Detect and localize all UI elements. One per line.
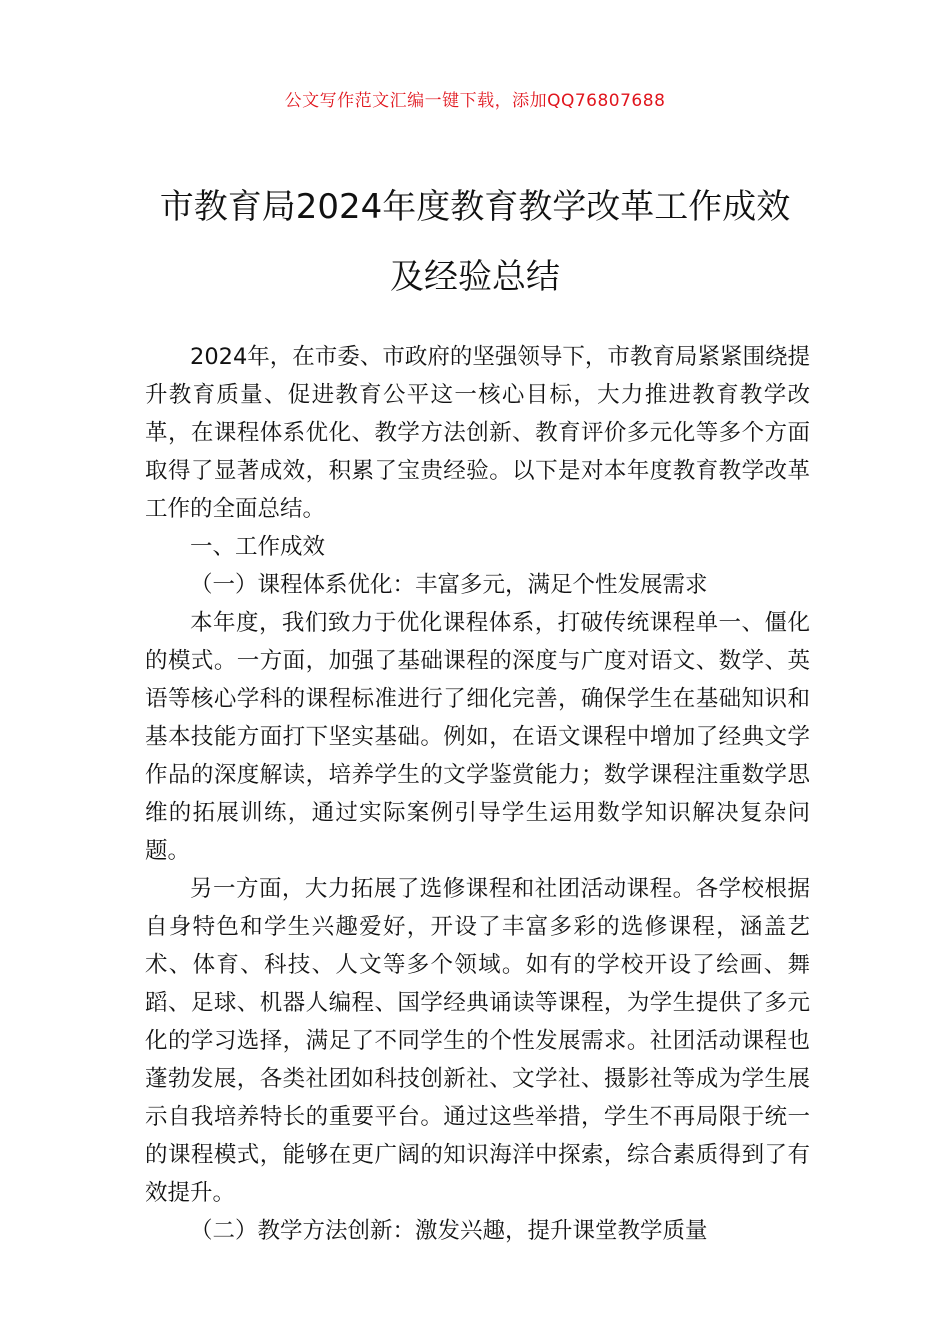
- document-body: [145, 338, 810, 1250]
- download-notice: 公文写作范文汇编一键下载，添加QQ76807688: [284, 91, 666, 111]
- title-line-2: 及经验总结: [390, 257, 560, 297]
- intro-paragraph: 2024年，在市委、市政府的坚强领导下，市教育局紧紧围绕提升教育质量、促进教育公平这一核心目标，大力推进教育教学改革，在课程体系优化、教学方法创新、教育评价多元化等多个方面取得了显著成效，积累了宝贵经验。以下是对本年度教育教学改革工作的全面总结。: [145, 344, 810, 522]
- section-heading: 一、工作成效: [190, 534, 326, 560]
- subsection-heading: （一）课程体系优化：丰富多元，满足个性发展需求: [190, 572, 708, 598]
- subsection-heading: （二）教学方法创新：激发兴趣，提升课堂教学质量: [190, 1218, 708, 1244]
- title-line-1: 市教育局2024年度教育教学改革工作成效: [159, 187, 791, 227]
- body-paragraph: 另一方面，大力拓展了选修课程和社团活动课程。各学校根据自身特色和学生兴趣爱好，开设了丰富多彩的选修课程，涵盖艺术、体育、科技、人文等多个领域。如有的学校开设了绘画、舞蹈、足球、机器人编程、国学经典诵读等课程，为学生提供了多元化的学习选择，满足了不同学生的个性发展需求。社团活动课程也蓬勃发展，各类社团如科技创新社、文学社、摄影社等成为学生展示自我培养特长的重要平台。通过这些举措，学生不再局限于统一的课程模式，能够在更广阔的知识海洋中探索，综合素质得到了有效提升。: [145, 876, 810, 1206]
- page-title: [80, 172, 870, 312]
- body-paragraph: 本年度，我们致力于优化课程体系，打破传统课程单一、僵化的模式。一方面，加强了基础课程的深度与广度对语文、数学、英语等核心学科的课程标准进行了细化完善，确保学生在基础知识和基本技能方面打下坚实基础。例如，在语文课程中增加了经典文学作品的深度解读，培养学生的文学鉴赏能力；数学课程注重数学思维的拓展训练，通过实际案例引导学生运用数学知识解决复杂问题。: [145, 610, 810, 864]
